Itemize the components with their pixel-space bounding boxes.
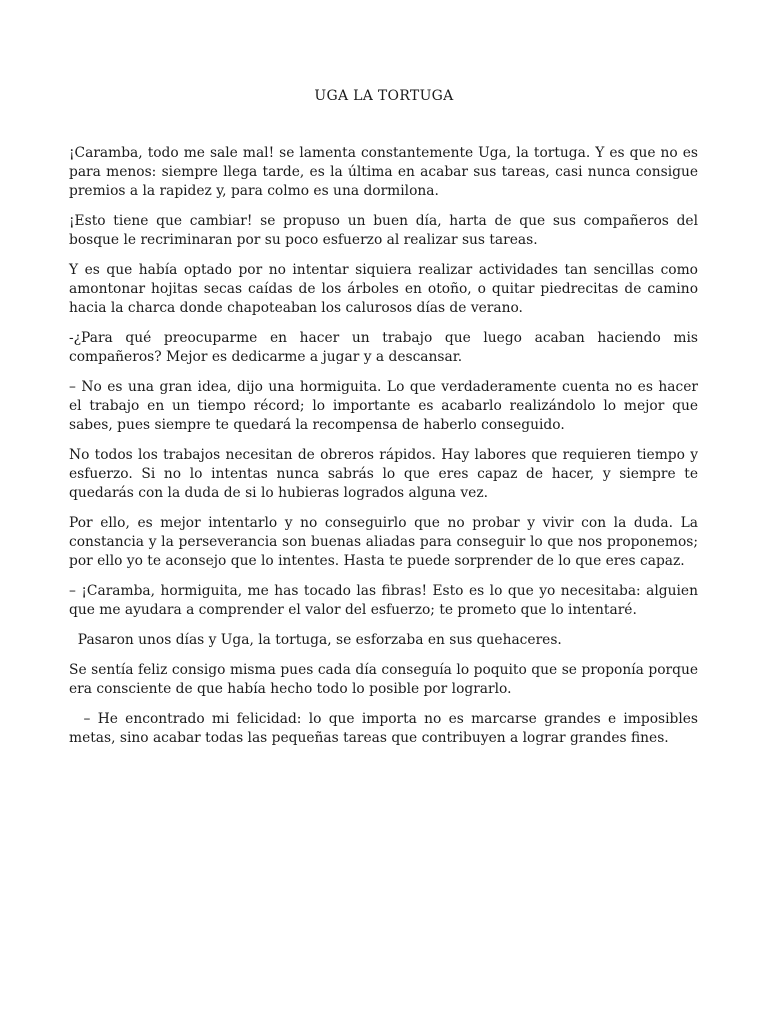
paragraph-11: – He encontrado mi felicidad: lo que importa no es marcarse grandes e imposibles metas, sino acabar todas las pequeñas tareas que contribuyen a lograr grandes fines. [69,711,703,746]
paragraph-8: – ¡Caramba, hormiguita, me has tocado las fibras! Esto es lo que yo necesitaba: alguien que me ayudara a comprender el valor del esfuerzo; te prometo que lo intentaré. [69,583,698,618]
paragraph-2: ¡Esto tiene que cambiar! se propuso un buen día, harta de que sus compañeros del bosque le recriminaran por su poco esfuerzo al realizar sus tareas. [69,213,698,248]
paragraph-5: – No es una gran idea, dijo una hormiguita. Lo que verdaderamente cuenta no es hacer el trabajo en un tiempo récord; lo importante es acabarlo realizándolo lo mejor que sabes, pues siempre te quedará la recompensa de haberlo conseguido. [69,379,698,433]
paragraph-4: -¿Para qué preocuparme en hacer un trabajo que luego acaban haciendo mis compañeros? Mejor es dedicarme a jugar y a descansar. [69,330,698,365]
paragraph-6: No todos los trabajos necesitan de obreros rápidos. Hay labores que requieren tiempo y esfuerzo. Si no lo intentas nunca sabrás lo que eres capaz de hacer, y siempre te quedarás con la duda de si lo hubieras logrados alguna vez. [69,447,698,501]
document-body [69,144,703,759]
paragraph-1: ¡Caramba, todo me sale mal! se lamenta constantemente Uga, la tortuga. Y es que no es para menos: siempre llega tarde, es la última en acabar sus tareas, casi nunca consigue premios a la rapidez y, para colmo es una dormilona. [69,145,698,199]
paragraph-3: Y es que había optado por no intentar siquiera realizar actividades tan sencillas como amontonar hojitas secas caídas de los árboles en otoño, o quitar piedrecitas de camino hacia la charca donde chapoteaban los calurosos días de verano. [69,262,698,316]
document-title: UGA LA TORTUGA [314,88,454,104]
paragraph-7: Por ello, es mejor intentarlo y no conseguirlo que no probar y vivir con la duda. La constancia y la perseverancia son buenas aliadas para conseguir lo que nos proponemos; por ello yo te aconsejo que lo intentes. Hasta te puede sorprender de lo que eres capaz. [69,515,698,569]
paragraph-9: Pasaron unos días y Uga, la tortuga, se esforzaba en sus quehaceres. [69,632,562,648]
paragraph-10: Se sentía feliz consigo misma pues cada día conseguía lo poquito que se proponía porque era consciente de que había hecho todo lo posible por lograrlo. [69,662,698,697]
